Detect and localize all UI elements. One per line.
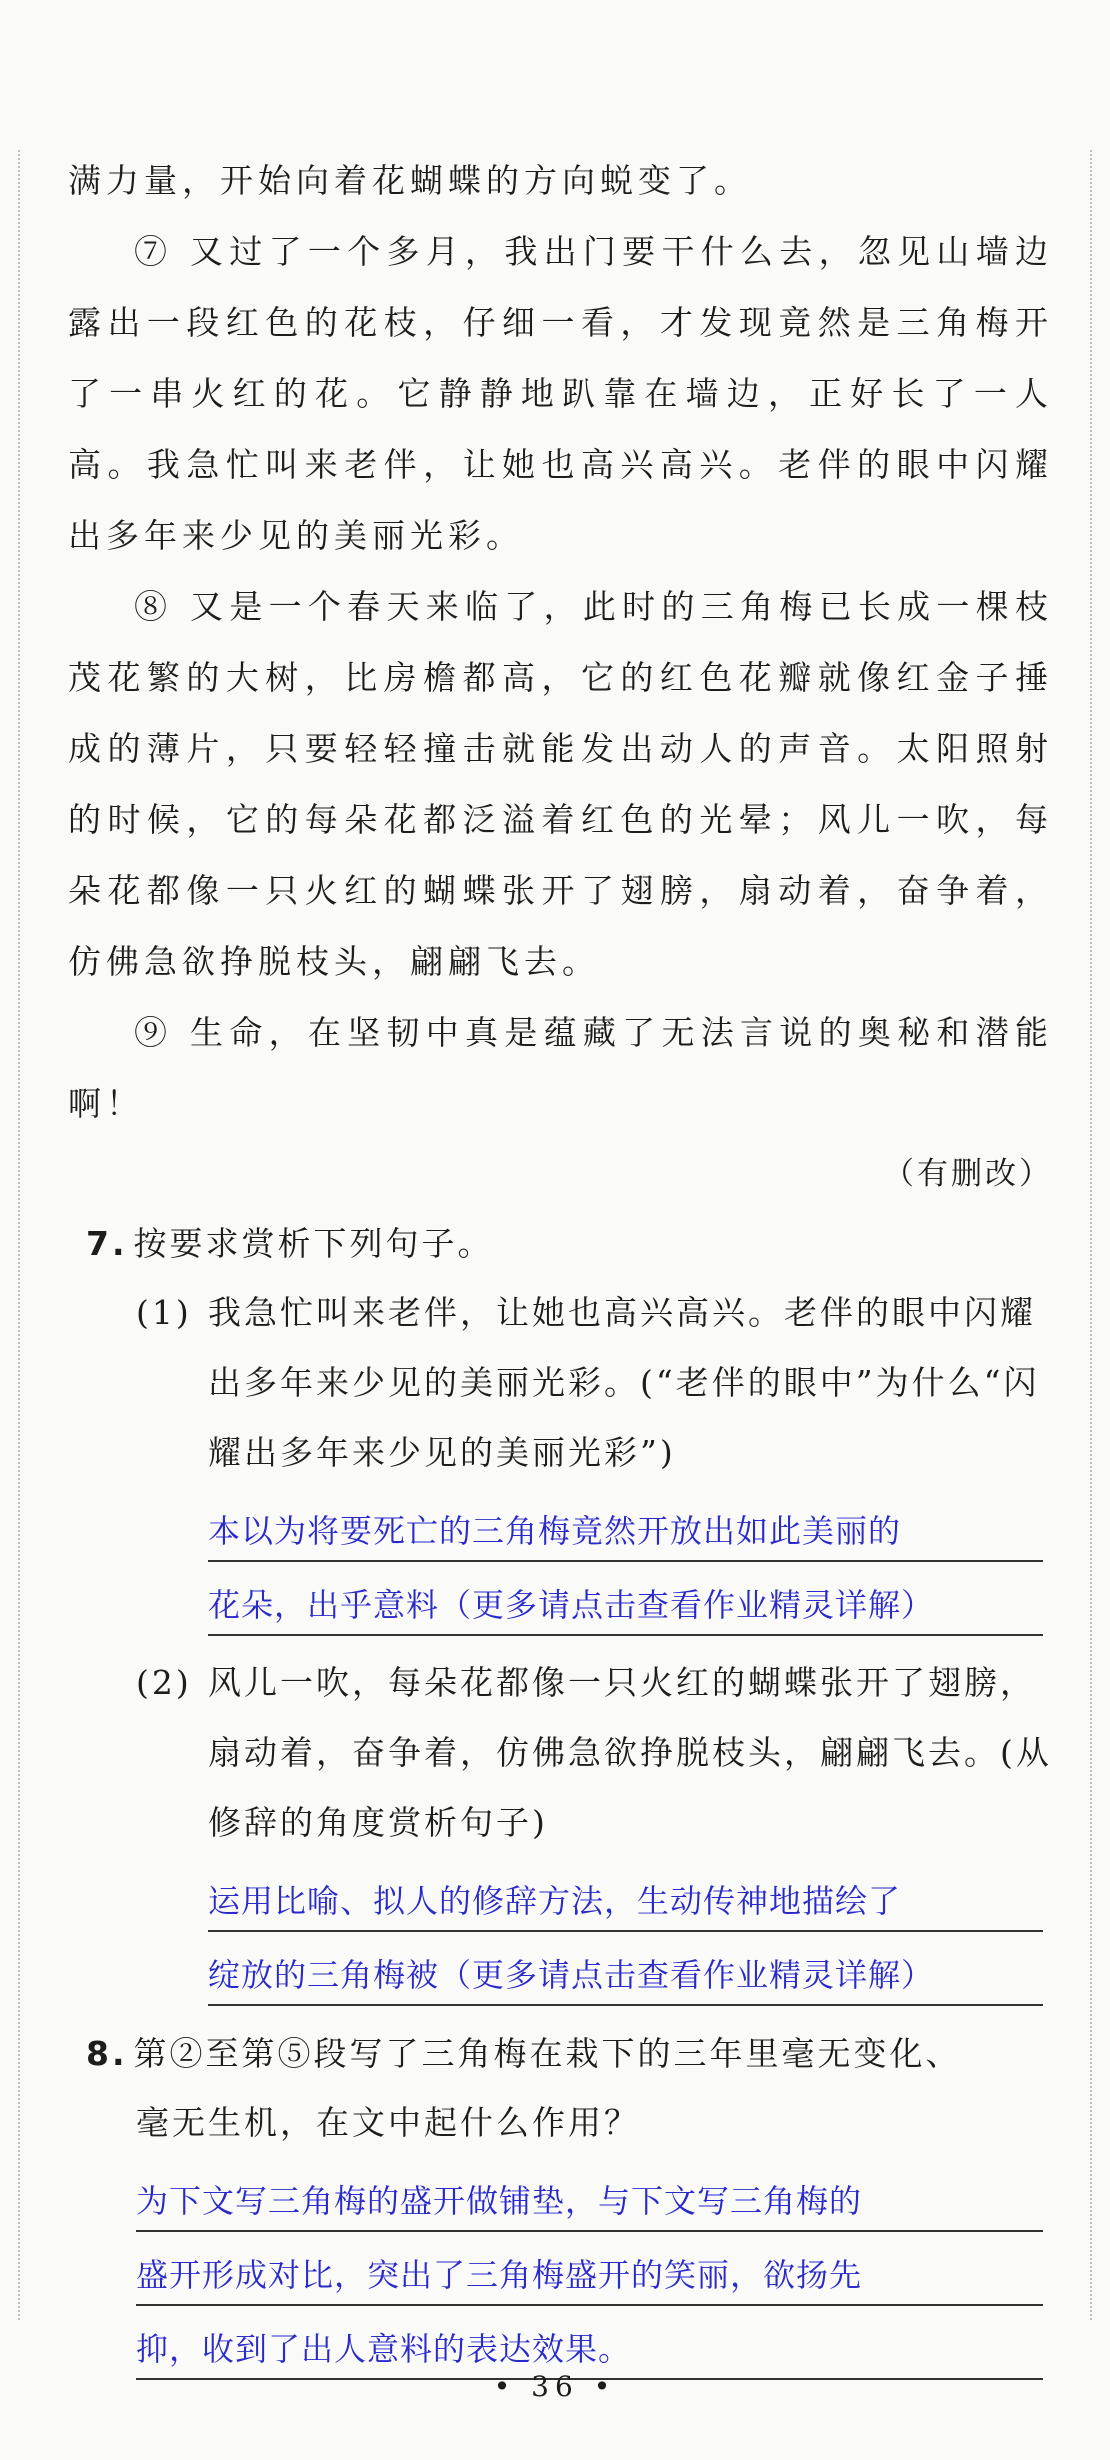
passage-intro-line: 满力量，开始向着花蝴蝶的方向蜕变了。: [68, 161, 752, 200]
left-margin-line: [18, 150, 20, 2320]
passage-paragraph-8: ⑧ 又是一个春天来临了，此时的三角梅已长成一棵枝茂花繁的大树，比房檐都高，它的红色花瓣就像红金子捶成的薄片，只要轻轻撞击就能发出动人的声音。太阳照射的时候，它的每朵花都泛溢着红色的光晕；风儿一吹，每朵花都像一只火红的蝴蝶张开了翅膀，扇动着，奋争着，仿佛急欲挣脱枝头，翩翩飞去。: [68, 587, 1053, 981]
question-7-2: [68, 1648, 1053, 1858]
answer-line: 花朵，出乎意料（更多请点击查看作业精灵详解）: [208, 1562, 1043, 1636]
answer-line: 绽放的三角梅被（更多请点击查看作业精灵详解）: [208, 1932, 1043, 2006]
answer-line: 为下文写三角梅的盛开做铺垫，与下文写三角梅的: [136, 2158, 1043, 2232]
question-7-1-text: 我急忙叫来老伴，让她也高兴高兴。老伴的眼中闪耀出多年来少见的美丽光彩。(“老伴的眼中”为什么“闪耀出多年来少见的美丽光彩”): [208, 1293, 1040, 1472]
question-8-number: 8.: [86, 2034, 128, 2073]
question-7-2-answer[interactable]: [208, 1858, 1043, 2006]
page-content: [68, 145, 1053, 2380]
question-7-1: [68, 1278, 1053, 1488]
question-8-prompt: [68, 2088, 1053, 2158]
question-7-number: 7.: [86, 1224, 128, 1263]
question-8-prompt-line-2: 毫无生机，在文中起什么作用？: [136, 2103, 640, 2142]
passage-paragraph-9: ⑨ 生命，在坚韧中真是蕴藏了无法言说的奥秘和潜能啊！: [68, 1013, 1053, 1123]
right-margin-line: [1090, 150, 1092, 2320]
page-number: • 36 •: [493, 2370, 617, 2403]
answer-line: 抑，收到了出人意料的表达效果。: [136, 2306, 1043, 2380]
question-8-prompt-line-1: 第②至第⑤段写了三角梅在栽下的三年里毫无变化、: [133, 2034, 962, 2073]
question-8-title: [68, 2020, 1053, 2088]
question-7-prompt: 按要求赏析下列句子。: [133, 1224, 494, 1263]
question-7-title: [68, 1210, 1053, 1278]
question-8-answer[interactable]: [136, 2158, 1043, 2380]
answer-line: 本以为将要死亡的三角梅竟然开放出如此美丽的: [208, 1488, 1043, 1562]
question-7-2-text: 风儿一吹，每朵花都像一只火红的蝴蝶张开了翅膀，扇动着，奋争着，仿佛急欲挣脱枝头，翩翩飞去。(从修辞的角度赏析句子): [208, 1663, 1052, 1842]
question-7-2-number: (2): [136, 1663, 192, 1702]
answer-line: 盛开形成对比，突出了三角梅盛开的笑丽，欲扬先: [136, 2232, 1043, 2306]
passage-paragraph-7: ⑦ 又过了一个多月，我出门要干什么去，忽见山墙边露出一段红色的花枝，仔细一看，才发现竟然是三角梅开了一串火红的花。它静静地趴靠在墙边，正好长了一人高。我急忙叫来老伴，让她也高兴高兴。老伴的眼中闪耀出多年来少见的美丽光彩。: [68, 232, 1053, 555]
passage-source-note: （有删改）: [883, 1156, 1053, 1192]
question-7-1-answer[interactable]: [208, 1488, 1043, 1636]
answer-line: 运用比喻、拟人的修辞方法，生动传神地描绘了: [208, 1858, 1043, 1932]
question-7-1-number: (1): [136, 1293, 192, 1332]
